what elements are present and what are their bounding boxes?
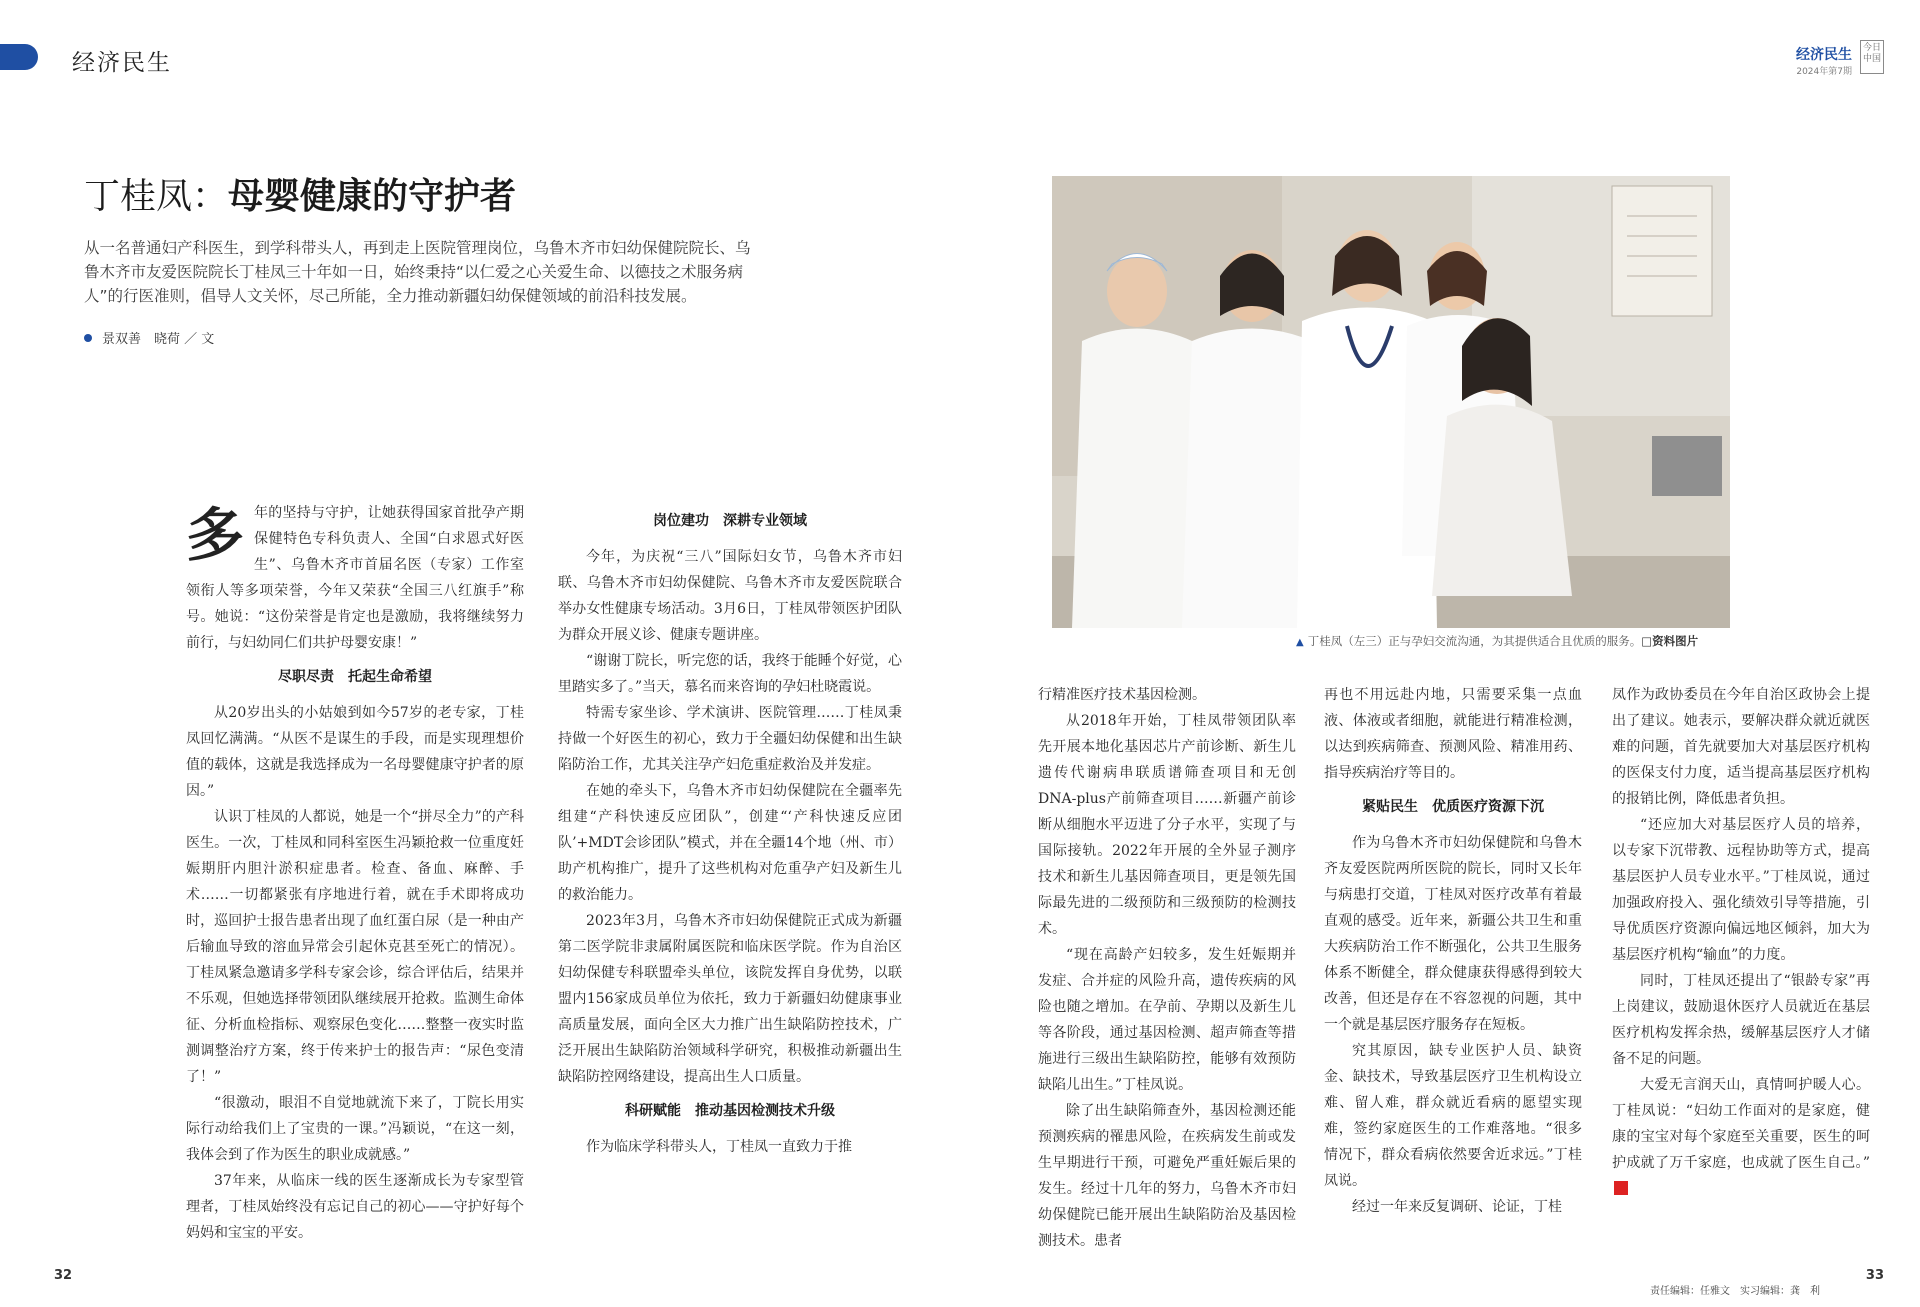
paragraph-continued: 再也不用远赴内地，只需要采集一点血液、体液或者细胞，就能进行精准检测，以达到疾病筛查、预测风险、精准用药、指导疾病治疗等目的。 (1324, 687, 1582, 781)
editor-credit: 责任编辑：任雅文 实习编辑：龚 利 (1650, 1286, 1820, 1297)
subheading: 尽职尽责 托起生命希望 (278, 669, 432, 685)
subheading: 岗位建功 深耕专业领域 (653, 513, 807, 529)
caption-text: 丁桂凤（左三）正与孕妇交流沟通，为其提供适合且优质的服务。 (1307, 634, 1642, 648)
body-column-4 (1324, 682, 1582, 1220)
body-column-3 (1038, 682, 1296, 1254)
section-tab-marker (0, 44, 38, 70)
paragraph: 37年来，从临床一线的医生逐渐成长为专家型管理者，丁桂凤始终没有忘记自己的初心——守护好每个妈妈和宝宝的平安。 (186, 1173, 524, 1241)
body-column-5 (1612, 682, 1870, 1202)
photo-caption (1296, 633, 1698, 649)
paragraph-opening (186, 500, 524, 656)
article-intro: 从一名普通妇产科医生，到学科带头人，再到走上医院管理岗位，乌鲁木齐市妇幼保健院院长、乌鲁木齐市友爱医院院长丁桂凤三十年如一日，始终秉持“以仁爱之心关爱生命、以德技之术服务病人”的行医准则，倡导人文关怀，尽己所能，全力推动新疆妇幼保健领域的前沿科技发展。 (84, 239, 751, 305)
paragraph (1612, 1072, 1870, 1202)
title-name: 丁桂凤： (84, 176, 229, 217)
paragraph: 经过一年来反复调研、论证，丁桂 (1352, 1199, 1562, 1215)
subheading: 紧贴民生 优质医疗资源下沉 (1362, 799, 1544, 815)
byline-text: 景双善 晓荷 ／ 文 (102, 332, 215, 347)
magazine-logo: 今日中国 (1860, 40, 1884, 74)
paragraph: 除了出生缺陷筛查外，基因检测还能预测疾病的罹患风险，在疾病发生前或发生早期进行干预，可避免严重妊娠后果的发生。经过十几年的努力，乌鲁木齐市妇幼保健院已能开展出生缺陷防治及基因检测技术。患者 (1038, 1103, 1296, 1249)
end-mark-icon (1614, 1181, 1628, 1195)
byline-dot-icon (84, 334, 92, 342)
paragraph: 特需专家坐诊、学术演讲、医院管理……丁桂凤秉持做一个好医生的初心，致力于全疆妇幼保健和出生缺陷防治工作，尤其关注孕产妇危重症救治及并发症。 (558, 705, 902, 773)
paragraph: 作为乌鲁木齐市妇幼保健院和乌鲁木齐友爱医院两所医院的院长，同时又长年与病患打交道，丁桂凤对医疗改革有着最直观的感受。近年来，新疆公共卫生和重大疾病防治工作不断强化，公共卫生服务体系不断健全，群众健康获得感得到较大改善，但还是存在不容忽视的问题，其中一个就是基层医疗服务存在短板。 (1324, 835, 1582, 1033)
page-number-right: 33 (1865, 1268, 1884, 1283)
paragraph: 今年，为庆祝“三八”国际妇女节，乌鲁木齐市妇联、乌鲁木齐市妇幼保健院、乌鲁木齐市友爱医院联合举办女性健康专场活动。3月6日，丁桂凤带领医护团队为群众开展义诊、健康专题讲座。 (558, 549, 902, 643)
title-rest: 母婴健康的守护者 (228, 176, 517, 217)
paragraph: 同时，丁桂凤还提出了“银龄专家”再上岗建议，鼓励退休医疗人员就近在基层医疗机构发挥余热，缓解基层医疗人才储备不足的问题。 (1612, 973, 1870, 1067)
page-number-left: 32 (54, 1268, 73, 1283)
paragraph: 2023年3月，乌鲁木齐市妇幼保健院正式成为新疆第二医学院非隶属附属医院和临床医学院。作为自治区妇幼保健专科联盟牵头单位，该院发挥自身优势，以联盟内156家成员单位为依托，致力于新疆妇幼健康事业高质量发展，面向全区大力推广出生缺陷防控技术，广泛开展出生缺陷防治领域科学研究，积极推动新疆出生缺陷防控网络建设，提高出生人口质量。 (558, 913, 902, 1085)
running-head-right (1796, 44, 1852, 77)
paragraph: 究其原因，缺专业医护人员、缺资金、缺技术，导致基层医疗卫生机构设立难、留人难，群众就近看病的愿望实现难，签约家庭医生的工作难落地。“很多情况下，群众看病依然要舍近求远。”丁桂凤说。 (1324, 1043, 1582, 1189)
section-label-left: 经济民生 (72, 50, 172, 76)
paragraph: “还应加大对基层医疗人员的培养，以专家下沉带教、远程协助等方式，提高基层医护人员专业水平。”丁桂凤说，通过加强政府投入、强化绩效引导等措施，引导优质医疗资源向偏远地区倾斜，加大为基层医疗机构“输血”的力度。 (1612, 817, 1870, 963)
paragraph: 从2018年开始，丁桂凤带领团队率先开展本地化基因芯片产前诊断、新生儿遗传代谢病串联质谱筛查项目和无创DNA-plus产前筛查项目……新疆产前诊断从细胞水平迈进了分子水平，实现了与国际接轨。2022年开展的全外显子测序技术和新生儿基因筛查项目，更是领先国际最先进的二级预防和三级预防的检测技术。 (1038, 713, 1296, 937)
paragraph: 作为临床学科带头人，丁桂凤一直致力于推 (586, 1139, 852, 1155)
running-head-title: 经济民生 (1796, 47, 1852, 63)
drop-cap: 多 (186, 501, 245, 569)
article-photo (1052, 176, 1730, 628)
photo-illustration (1052, 176, 1730, 628)
paragraph-continued: 凤作为政协委员在今年自治区政协会上提出了建议。她表示，要解决群众就近就医难的问题，首先就要加大对基层医疗机构的医保支付力度，适当提高基层医疗机构的报销比例，降低患者负担。 (1612, 687, 1870, 807)
caption-credit: □资料图片 (1641, 634, 1699, 648)
paragraph-continued: 行精准医疗技术基因检测。 (1038, 687, 1206, 703)
article-title (84, 168, 516, 219)
paragraph-text: 年的坚持与守护，让她获得国家首批孕产期保健特色专科负责人、全国“白求恩式好医生”、乌鲁木齐市首届名医（专家）工作室领衔人等多项荣誉，今年又荣获“全国三八红旗手”称号。她说：“这份荣誉是肯定也是激励，我将继续努力前行，与妇幼同仁们共护母婴安康！” (186, 505, 524, 651)
caption-triangle-icon: ▲ (1296, 637, 1304, 648)
paragraph: “很激动，眼泪不自觉地就流下来了，丁院长用实际行动给我们上了宝贵的一课。”冯颖说，“在这一刻，我体会到了作为医生的职业成就感。” (186, 1095, 524, 1163)
body-column-2 (558, 500, 902, 1160)
paragraph: 在她的牵头下，乌鲁木齐市妇幼保健院在全疆率先组建“产科快速反应团队”，创建“‘产科快速反应团队’+MDT会诊团队”模式，并在全疆14个地（州、市）助产机构推广，提升了这些机构对危重孕产妇及新生儿的救治能力。 (558, 783, 902, 903)
paragraph: 从20岁出头的小姑娘到如今57岁的老专家，丁桂凤回忆满满。“从医不是谋生的手段，而是实现理想价值的载体，这就是我选择成为一名母婴健康守护者的原因。” (186, 705, 524, 799)
body-column-1 (186, 500, 524, 1246)
subheading: 科研赋能 推动基因检测技术升级 (625, 1103, 835, 1119)
issue-number: 2024年第7期 (1796, 67, 1852, 77)
paragraph: “谢谢丁院长，听完您的话，我终于能睡个好觉，心里踏实多了。”当天，慕名而来咨询的孕妇杜晓霞说。 (558, 653, 902, 695)
paragraph: “现在高龄产妇较多，发生妊娠期并发症、合并症的风险升高，遗传疾病的风险也随之增加。在孕前、孕期以及新生儿等各阶段，通过基因检测、超声筛查等措施进行三级出生缺陷防控，能够有效预防缺陷儿出生。”丁桂凤说。 (1038, 947, 1296, 1093)
paragraph-text: 大爱无言润天山，真情呵护暖人心。丁桂凤说：“妇幼工作面对的是家庭，健康的宝宝对每个家庭至关重要，医生的呵护成就了万千家庭，也成就了医生自己。” (1612, 1077, 1870, 1171)
byline (84, 328, 214, 347)
paragraph: 认识丁桂凤的人都说，她是一个“拼尽全力”的产科医生。一次，丁桂凤和同科室医生冯颖抢救一位重度妊娠期肝内胆汁淤积症患者。检查、备血、麻醉、手术……一切都紧张有序地进行着，就在手术即将成功时，巡回护士报告患者出现了血红蛋白尿（是一种由产后输血导致的溶血异常会引起休克甚至死亡的情况）。丁桂凤紧急邀请多学科专家会诊，综合评估后，结果并不乐观，但她选择带领团队继续展开抢救。监测生命体征、分析血检指标、观察尿色变化……整整一夜实时监测调整治疗方案，终于传来护士的报告声：“尿色变清了！” (186, 809, 524, 1085)
